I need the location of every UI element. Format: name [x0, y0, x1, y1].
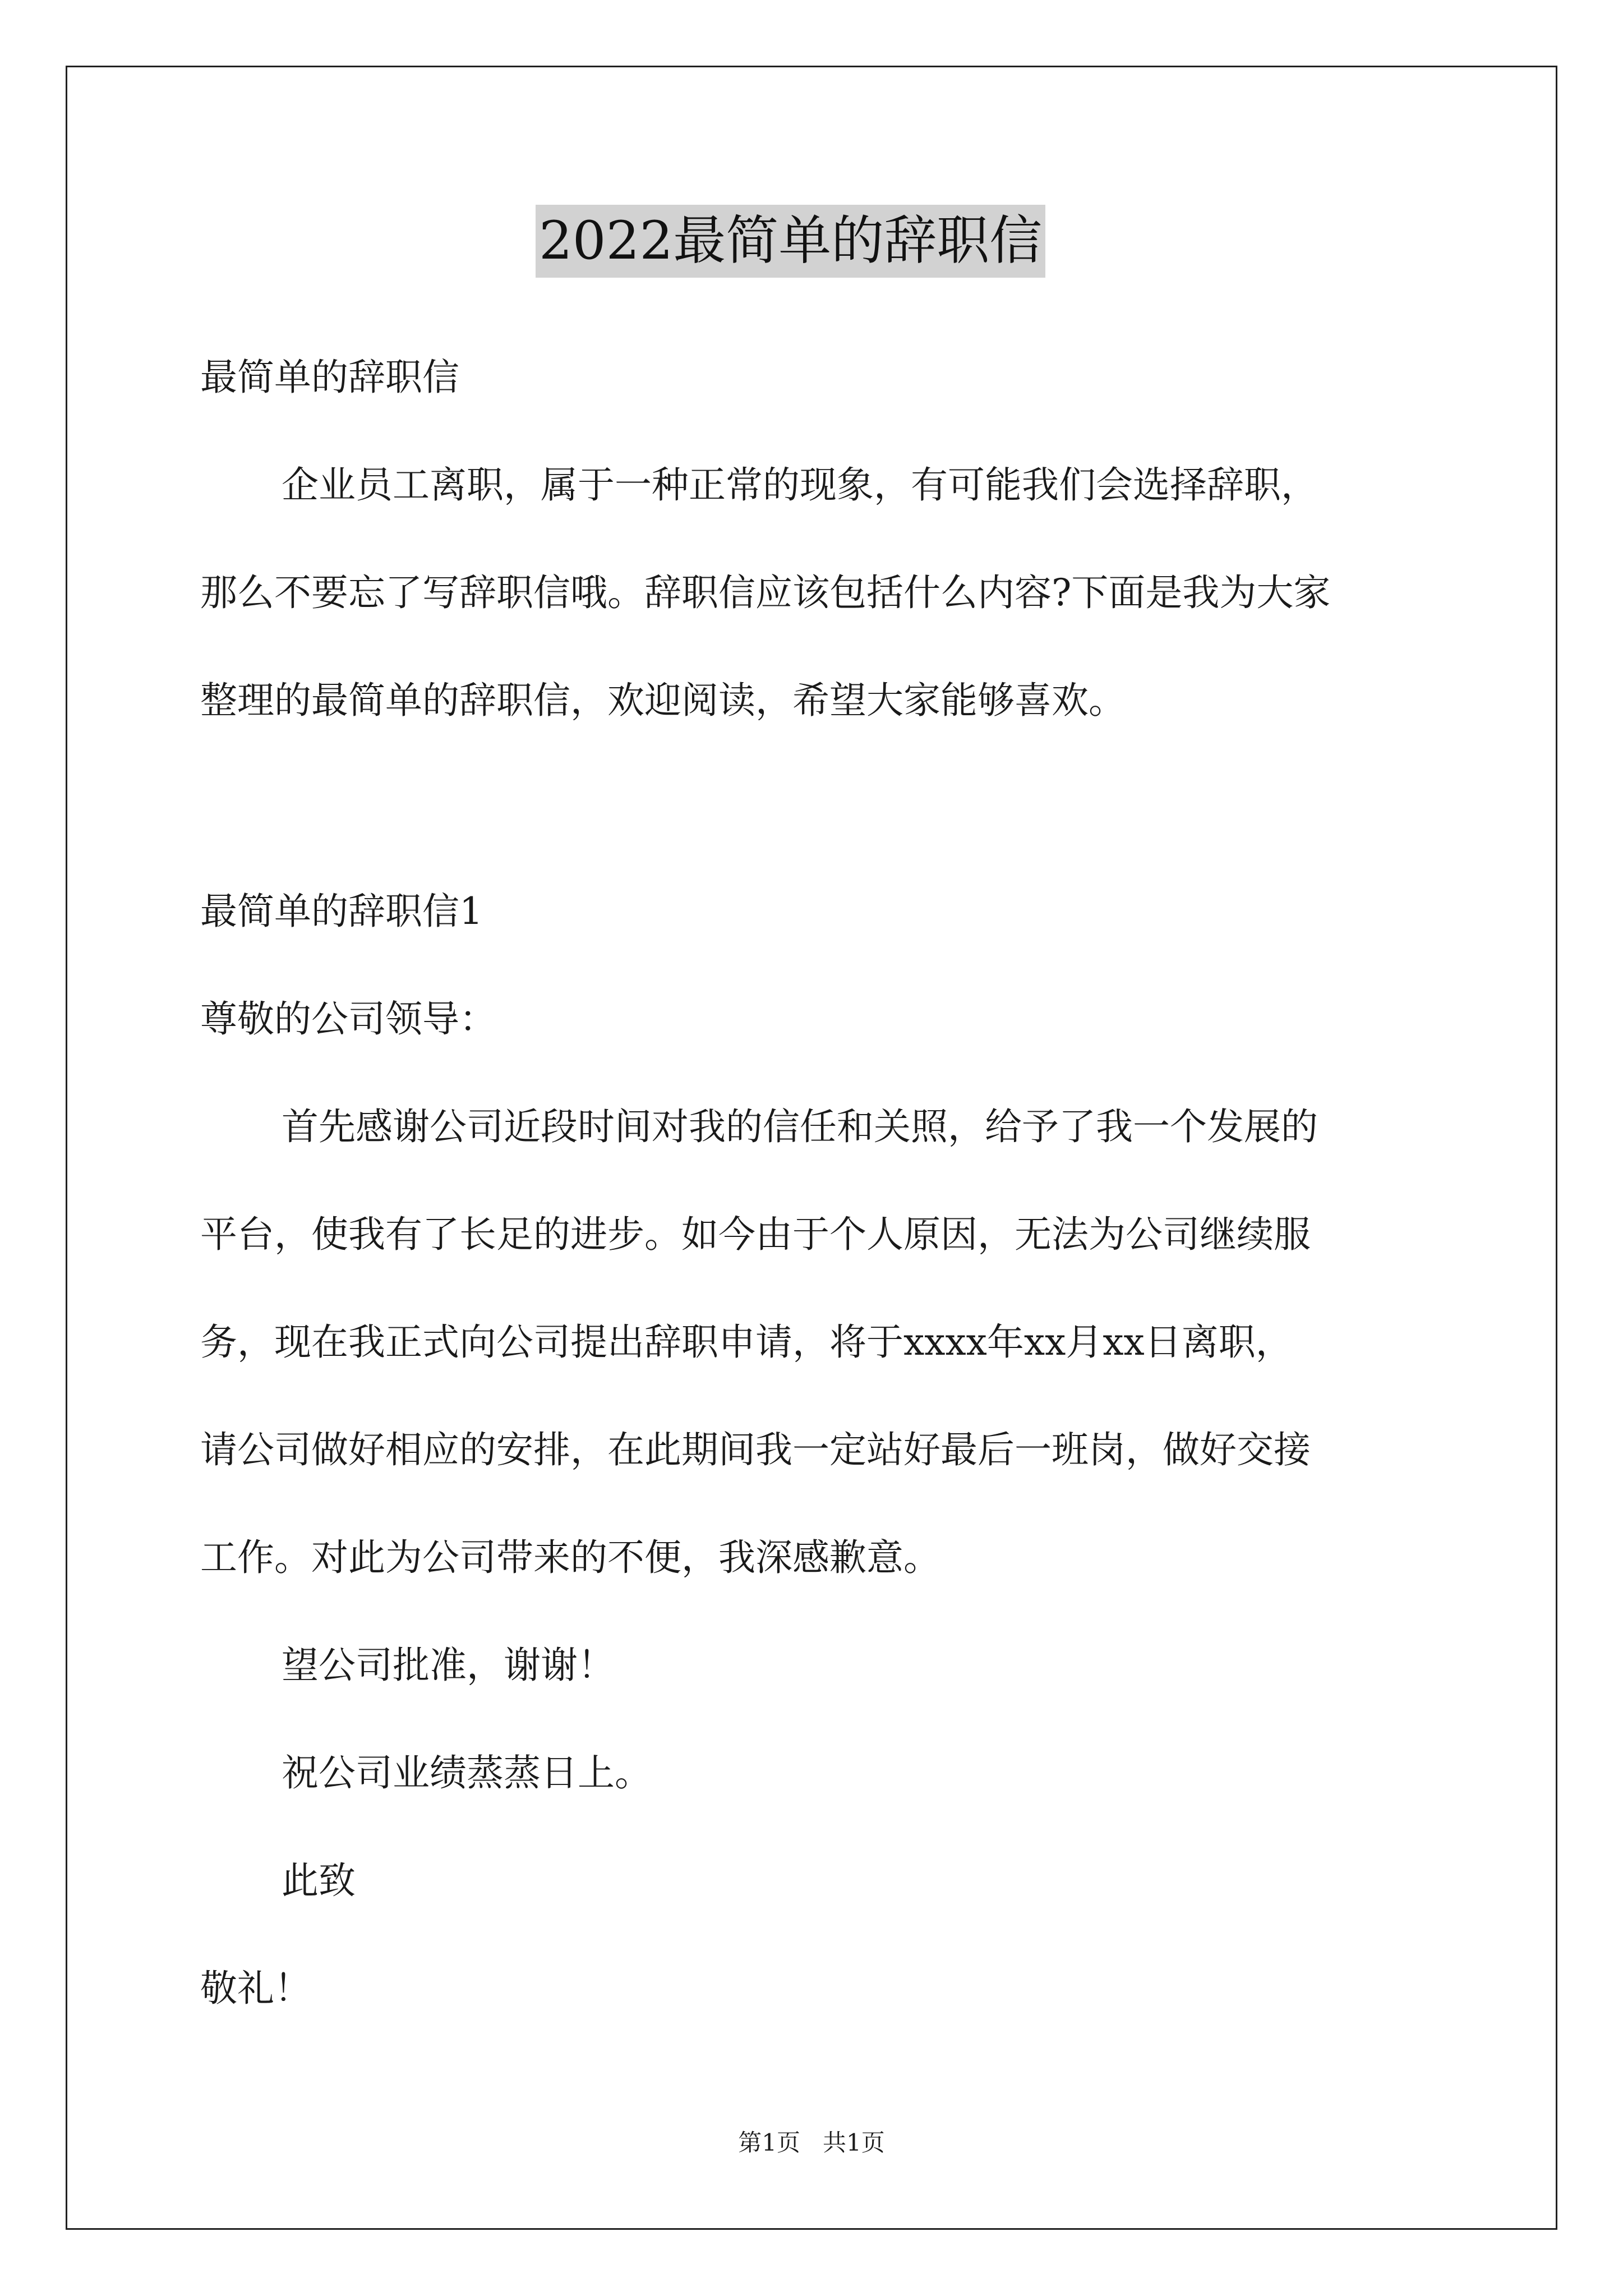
page-footer: 第1页 共1页: [738, 2129, 885, 2156]
body-line-2: 平台，使我有了长足的进步。如今由于个人原因，无法为公司继续服: [200, 1213, 1311, 1256]
request-line: 望公司批准，谢谢！: [282, 1644, 615, 1687]
salutation: 尊敬的公司领导：: [200, 997, 496, 1041]
section-heading: 最简单的辞职信1: [200, 890, 483, 933]
intro-line-3: 整理的最简单的辞职信，欢迎阅读，希望大家能够喜欢。: [200, 679, 1126, 722]
intro-line-2: 那么不要忘了写辞职信哦。辞职信应该包括什么内容?下面是我为大家: [200, 571, 1331, 614]
body-line-1: 首先感谢公司近段时间对我的信任和关照，给予了我一个发展的: [282, 1105, 1318, 1148]
intro-line-1: 企业员工离职，属于一种正常的现象，有可能我们会选择辞职，: [282, 463, 1318, 507]
closing-line: 此致: [282, 1859, 356, 1902]
regards-line: 敬礼！: [200, 1967, 311, 2010]
body-line-5: 工作。对此为公司带来的不便，我深感歉意。: [200, 1536, 940, 1579]
wish-line: 祝公司业绩蒸蒸日上。: [282, 1751, 652, 1795]
body-line-3: 务，现在我正式向公司提出辞职申请，将于xxxx年xx月xx日离职，: [200, 1320, 1293, 1364]
subtitle-line: 最简单的辞职信: [200, 356, 459, 399]
document-title: 2022最简单的辞职信: [536, 205, 1045, 278]
body-line-4: 请公司做好相应的安排，在此期间我一定站好最后一班岗，做好交接: [200, 1428, 1311, 1471]
